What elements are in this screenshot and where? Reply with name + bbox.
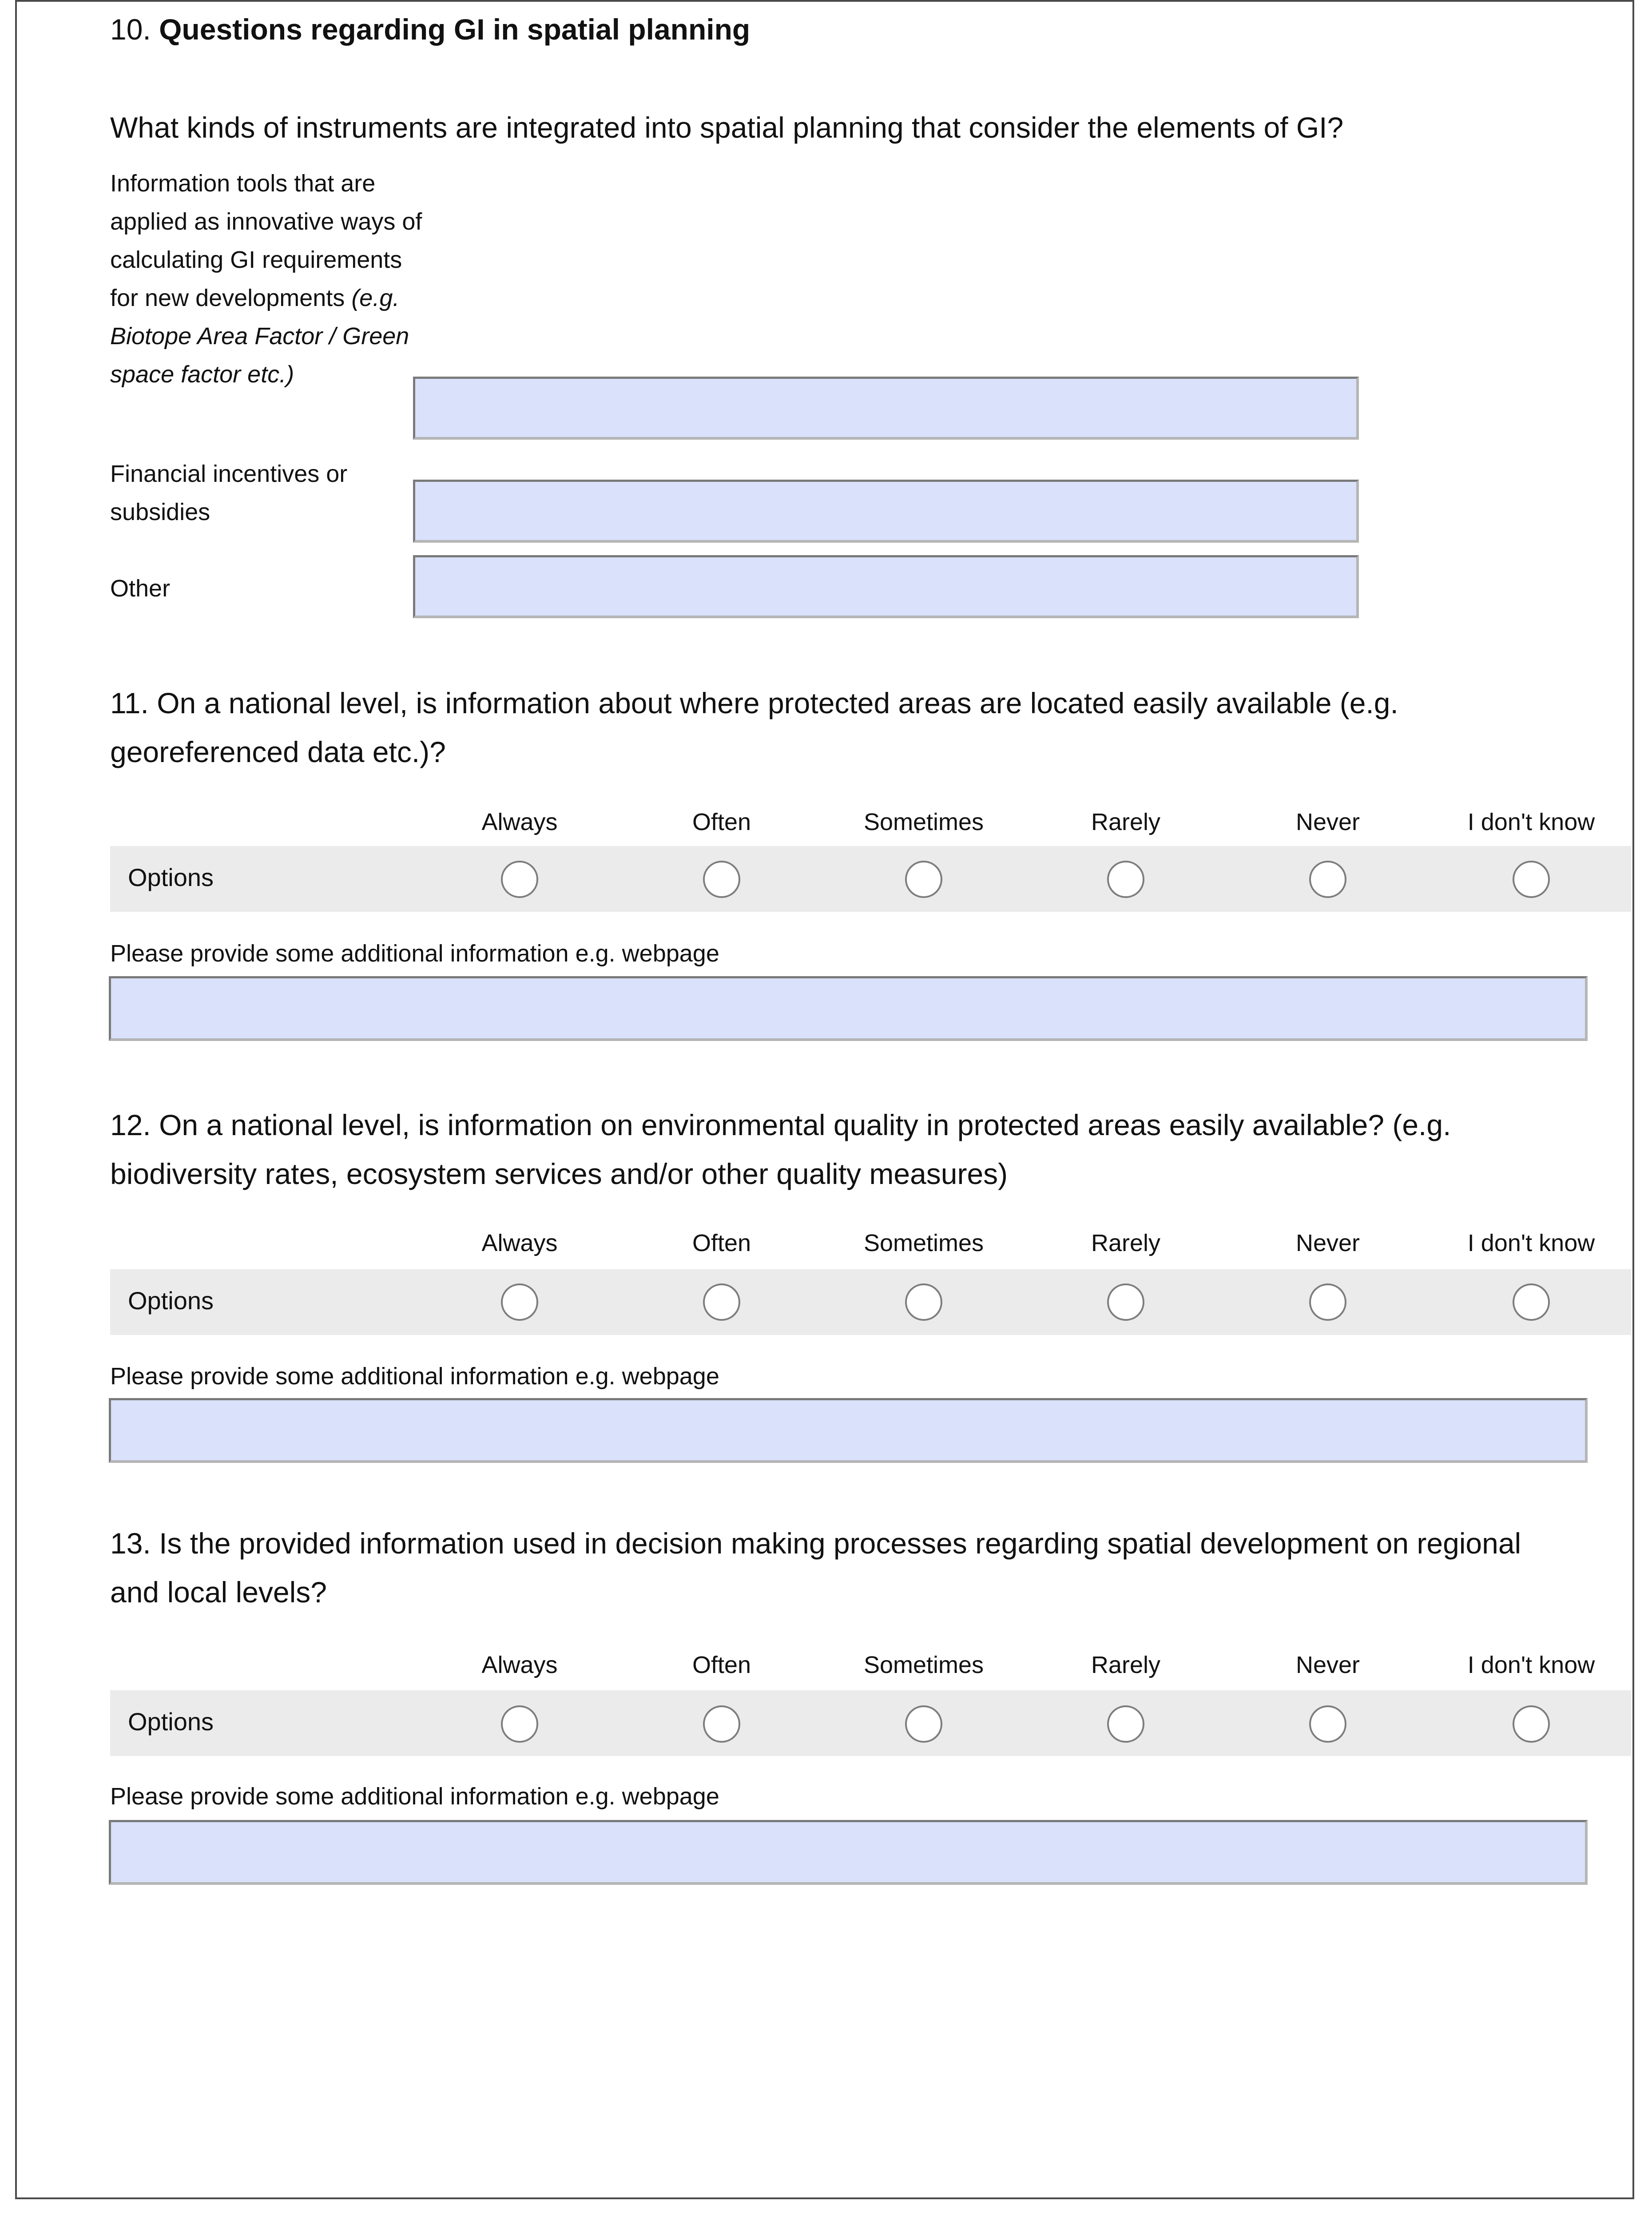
col-always: Always [481, 809, 558, 835]
q13-radio-often[interactable] [703, 1705, 740, 1743]
col-sometimes: Sometimes [863, 809, 984, 835]
section-number: 10. [110, 13, 151, 46]
section-heading [110, 12, 750, 46]
other-label: Other [110, 575, 171, 602]
col-dont-know: I don't know [1467, 809, 1595, 835]
q11-radio-often[interactable] [703, 861, 740, 898]
col-dont-know: I don't know [1467, 1230, 1595, 1256]
q11-additional-input[interactable] [109, 976, 1588, 1041]
q13-radio-rarely[interactable] [1107, 1705, 1144, 1743]
q12-radio-always[interactable] [501, 1283, 538, 1321]
col-always: Always [481, 1652, 558, 1678]
q13-additional-label: Please provide some additional information e.g. webpage [110, 1783, 719, 1810]
q11-additional-label: Please provide some additional information e.g. webpage [110, 940, 719, 967]
q12-additional-input[interactable] [109, 1398, 1588, 1463]
options-label: Options [128, 1708, 214, 1736]
options-label: Options [128, 863, 214, 891]
q12-additional-label: Please provide some additional information e.g. webpage [110, 1363, 719, 1390]
info-tools-label-text: Information tools that are applied as innovative ways of calculating GI requirements for new developments [110, 170, 422, 311]
q13-additional-input[interactable] [109, 1820, 1588, 1885]
col-rarely: Rarely [1091, 1652, 1161, 1678]
q13-radio-always[interactable] [501, 1705, 538, 1743]
col-often: Often [692, 1652, 751, 1678]
question-12: 12. On a national level, is information on environmental quality in protected areas easily available? (e.g. biodiversity rates, ecosystem services and/or other quality measures) [110, 1108, 1451, 1190]
info-tools-input[interactable] [413, 377, 1359, 440]
options-row-11 [110, 846, 1631, 912]
q13-radio-sometimes[interactable] [905, 1705, 942, 1743]
col-always: Always [481, 1230, 558, 1256]
info-tools-label [110, 164, 430, 393]
options-label: Options [128, 1287, 214, 1315]
question-11: 11. On a national level, is information about where protected areas are located easily available (e.g. georeferenced data etc.)? [110, 687, 1398, 768]
col-never: Never [1295, 1230, 1360, 1256]
col-rarely: Rarely [1091, 809, 1161, 835]
options-row-12 [110, 1269, 1631, 1335]
q11-radio-dont-know[interactable] [1513, 861, 1550, 898]
col-never: Never [1295, 809, 1360, 835]
col-rarely: Rarely [1091, 1230, 1161, 1256]
financial-input[interactable] [413, 480, 1359, 543]
q11-radio-never[interactable] [1309, 861, 1346, 898]
q11-radio-sometimes[interactable] [905, 861, 942, 898]
col-dont-know: I don't know [1467, 1652, 1595, 1678]
options-row-13 [110, 1690, 1631, 1756]
q11-radio-rarely[interactable] [1107, 861, 1144, 898]
col-often: Often [692, 1230, 751, 1256]
col-never: Never [1295, 1652, 1360, 1678]
q12-radio-rarely[interactable] [1107, 1283, 1144, 1321]
other-input[interactable] [413, 555, 1359, 618]
col-often: Often [692, 809, 751, 835]
section-question: What kinds of instruments are integrated into spatial planning that consider the elements of GI? [110, 111, 1344, 144]
q12-radio-often[interactable] [703, 1283, 740, 1321]
financial-label: Financial incentives or subsidies [110, 461, 348, 525]
q13-radio-dont-know[interactable] [1513, 1705, 1550, 1743]
section-title: Questions regarding GI in spatial planning [159, 13, 751, 46]
info-tools-example: (e.g. Biotope Area Factor / Green space factor etc.) [110, 285, 409, 388]
question-13: 13. Is the provided information used in decision making processes regarding spatial development on regional and local levels? [110, 1527, 1521, 1609]
q12-radio-never[interactable] [1309, 1283, 1346, 1321]
q12-radio-sometimes[interactable] [905, 1283, 942, 1321]
q12-radio-dont-know[interactable] [1513, 1283, 1550, 1321]
col-sometimes: Sometimes [863, 1652, 984, 1678]
q13-radio-never[interactable] [1309, 1705, 1346, 1743]
q11-radio-always[interactable] [501, 861, 538, 898]
col-sometimes: Sometimes [863, 1230, 984, 1256]
